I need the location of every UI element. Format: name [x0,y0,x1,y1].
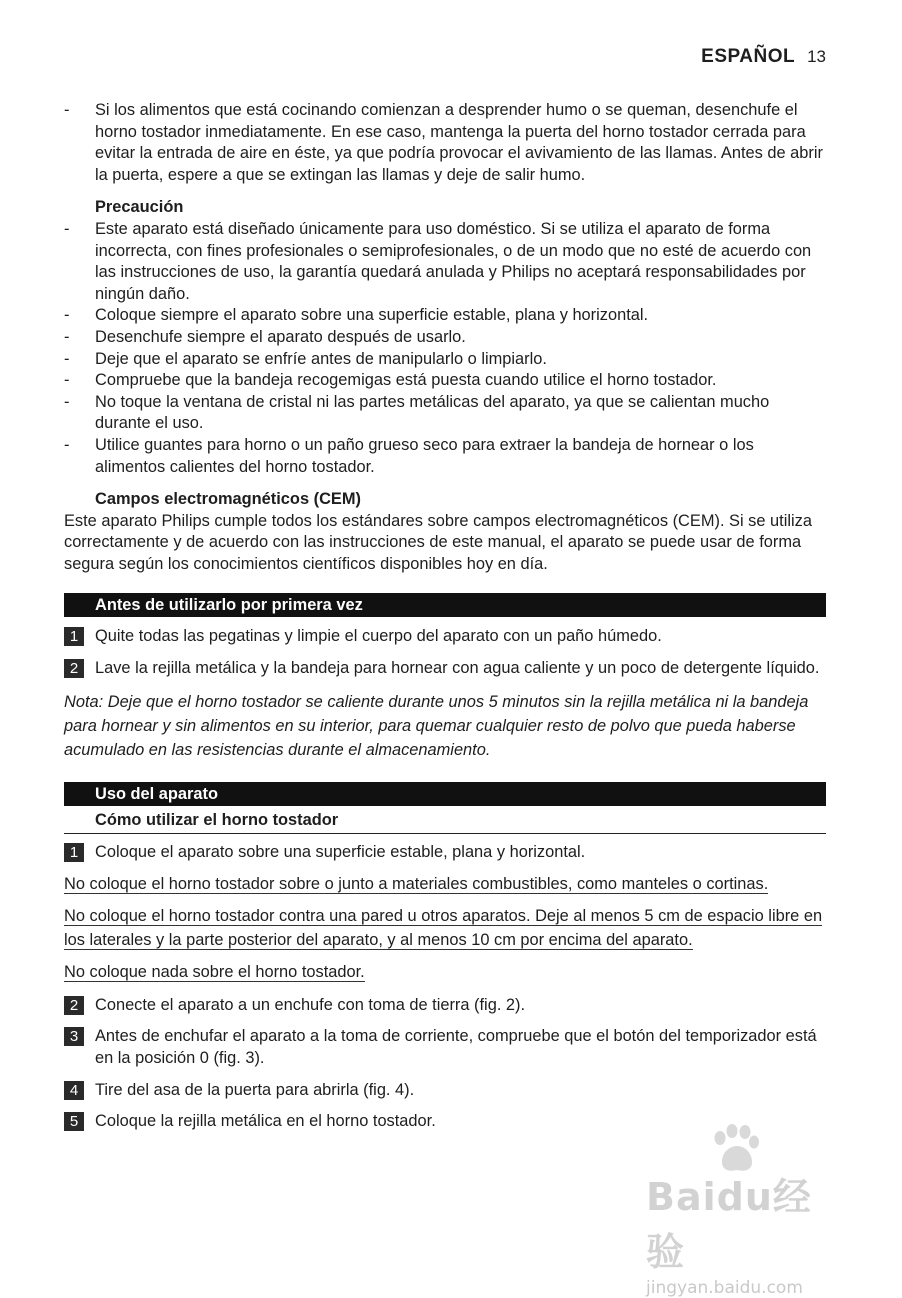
step-number: 5 [64,1112,84,1131]
step-item [64,995,826,1017]
step-item [64,842,826,864]
list-item: - Desenchufe siempre el aparato después de usarlo. [64,327,466,346]
emf-heading: Campos electromagnéticos (CEM) [95,490,361,509]
step-number: 1 [64,627,84,646]
list-item: - Deje que el aparato se enfríe antes de manipularlo o limpiarlo. [64,349,547,368]
step-item [64,1026,826,1069]
watermark-url: jingyan.baidu.com [646,1278,803,1298]
step-item [64,626,826,648]
step-text: Antes de enchufar el aparato a la toma de corriente, compruebe que el botón del temporizador está en la posición 0 (fig. 3). [95,1027,817,1068]
section-heading-first-use: Antes de utilizarlo por primera vez [64,593,826,617]
watermark [646,1138,844,1298]
list-item: - Compruebe que la bandeja recogemigas está puesta cuando utilice el horno tostador. [64,371,717,390]
warning-paragraph: No coloque nada sobre el horno tostador. [64,963,365,982]
page-content [64,100,826,1133]
step-number: 2 [64,996,84,1015]
list-item: - Este aparato está diseñado únicamente para uso doméstico. Si se utiliza el aparato de forma incorrecta, con fines profesionales o semiprofesionales, o de un modo que no esté de acuerdo con las instrucciones de uso, la garantía quedará anulada y Philips no aceptará responsabilidades por ningún daño. [64,219,812,303]
intro-bullet-text: Si los alimentos que está cocinando comienzan a desprender humo o se queman, desenchufe el horno tostador inmediatamente. En ese caso, mantenga la puerta del horno tostador cerrada para evitar la entrada de aire en éste, ya que podría provocar el avivamiento de las llamas. Antes de abrir la puerta, espere a que se extingan las llamas y deje de salir humo. [95,101,823,184]
warning-paragraph: No coloque el horno tostador sobre o junto a materiales combustibles, como manteles o cortinas. [64,874,769,893]
list-item: - Utilice guantes para horno o un paño grueso seco para extraer la bandeja de hornear o los alimentos calientes del horno tostador. [64,435,754,476]
step-item [64,658,826,680]
watermark-logo: Baidu经验 [646,1175,812,1274]
step-text: Coloque el aparato sobre una superficie estable, plana y horizontal. [95,843,586,862]
page-header [701,46,826,68]
step-text: Conecte el aparato a un enchufe con toma de tierra (fig. 2). [95,995,526,1014]
section-heading-usage: Uso del aparato [64,782,826,806]
step-text: Coloque la rejilla metálica en el horno tostador. [95,1112,436,1131]
step-number: 2 [64,659,84,678]
page-number: 13 [807,47,826,66]
paw-icon [708,1124,762,1174]
precaution-heading: Precaución [95,198,184,217]
step-number: 4 [64,1081,84,1100]
language-label: ESPAÑOL [701,46,796,67]
list-item: - No toque la ventana de cristal ni las partes metálicas del aparato, ya que se calientan mucho durante el uso. [64,392,770,433]
usage-subheading: Cómo utilizar el horno tostador [64,810,826,835]
list-item: - Coloque siempre el aparato sobre una superficie estable, plana y horizontal. [64,306,649,325]
step-number: 3 [64,1027,84,1046]
list-item: - Si los alimentos que está cocinando comienzan a desprender humo o se queman, desenchufe el horno tostador inmediatamente. En ese caso, mantenga la puerta del horno tostador cerrada para evitar la entrada de aire en éste, ya que podría provocar el avivamiento de las llamas. Antes de abrir la puerta, espere a que se extingan las llamas y deje de salir humo. [64,101,823,184]
step-text: Quite todas las pegatinas y limpie el cuerpo del aparato con un paño húmedo. [95,627,662,646]
step-item [64,1080,826,1102]
emf-paragraph: Este aparato Philips cumple todos los estándares sobre campos electromagnéticos (CEM). Si se utiliza correctamente y de acuerdo con las instrucciones de este manual, el aparato se puede usar de forma segura según los conocimientos científicos disponibles hoy en día. [64,511,812,573]
note-paragraph: Nota: Deje que el horno tostador se caliente durante unos 5 minutos sin la rejilla metálica ni la bandeja para hornear y sin alimentos en su interior, para quemar cualquier resto de polvo que pueda haberse acumulado en las resistencias durante el almacenamiento. [64,692,809,759]
step-text: Lave la rejilla metálica y la bandeja para hornear con agua caliente y un poco de detergente líquido. [95,659,820,678]
step-number: 1 [64,843,84,862]
warning-paragraph: No coloque el horno tostador contra una pared u otros aparatos. Deje al menos 5 cm de espacio libre en los laterales y la parte posterior del aparato, y al menos 10 cm por encima del aparato. [64,907,823,949]
step-text: Tire del asa de la puerta para abrirla (fig. 4). [95,1080,415,1099]
